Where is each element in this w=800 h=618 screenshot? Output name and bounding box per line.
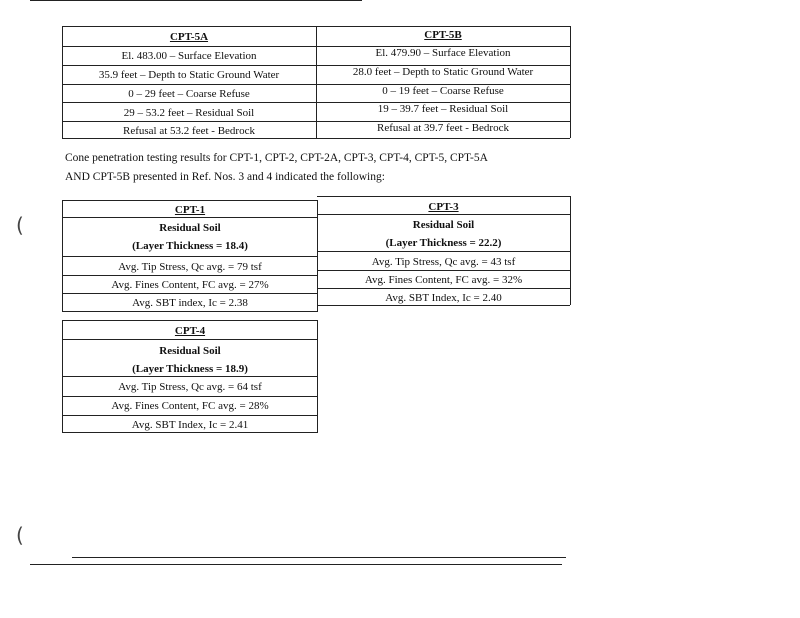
paragraph-line-2: AND CPT-5B presented in Ref. Nos. 3 and 4 indicated the following: <box>65 171 385 183</box>
cpt-5b-row: Refusal at 39.7 feet - Bedrock <box>377 122 509 134</box>
cpt-3-fines: Avg. Fines Content, FC avg. = 32% <box>364 274 523 286</box>
table-border <box>317 214 570 215</box>
cpt-1-fines: Avg. Fines Content, FC avg. = 27% <box>111 279 269 291</box>
cpt-4-sbt: Avg. SBT Index, Ic = 2.41 <box>131 419 249 431</box>
table-border <box>62 320 318 321</box>
punch-hole-mark: ( <box>16 213 24 237</box>
cpt-5b-row: El. 479.90 – Surface Elevation <box>375 47 511 59</box>
cpt-5a-row: 35.9 feet – Depth to Static Ground Water <box>98 69 280 81</box>
table-border <box>317 288 570 289</box>
cpt-3-header: CPT-3 <box>428 201 459 213</box>
cpt-4-fines: Avg. Fines Content, FC avg. = 28% <box>111 400 269 412</box>
table-border <box>62 275 318 276</box>
table-border <box>62 376 318 377</box>
table-border <box>62 415 318 416</box>
cpt-5a-row: El. 483.00 – Surface Elevation <box>121 50 257 62</box>
bottom-rule <box>30 564 562 565</box>
cpt-5a-row: 0 – 29 feet – Coarse Refuse <box>128 88 250 100</box>
cpt-4-soil: Residual Soil <box>159 345 221 357</box>
cpt-4-header: CPT-4 <box>174 325 206 337</box>
cpt-4-tip-stress: Avg. Tip Stress, Qc avg. = 64 tsf <box>118 381 262 393</box>
paragraph-line-1: Cone penetration testing results for CPT-1, CPT-2, CPT-2A, CPT-3, CPT-4, CPT-5, CPT-5A <box>65 152 488 164</box>
cpt-5a-row: Refusal at 53.2 feet - Bedrock <box>123 125 255 137</box>
cpt-5a-header: CPT-5A <box>169 31 209 43</box>
table-border <box>62 200 318 201</box>
table-border <box>62 217 318 218</box>
cpt-1-soil: Residual Soil <box>159 222 221 234</box>
cpt-3-soil: Residual Soil <box>412 219 475 231</box>
top-rule <box>30 0 362 1</box>
cpt-5b-row: 28.0 feet – Depth to Static Ground Water <box>352 66 534 78</box>
cpt-5b-row: 19 – 39.7 feet – Residual Soil <box>377 103 509 115</box>
table-border <box>570 26 571 138</box>
table-border <box>62 256 318 257</box>
cpt-3-tip-stress: Avg. Tip Stress, Qc avg. = 43 tsf <box>371 256 516 268</box>
table-border <box>62 432 318 433</box>
table-border <box>317 305 570 306</box>
punch-hole-mark: ( <box>16 523 24 547</box>
table-border <box>62 396 318 397</box>
table-border <box>317 251 570 252</box>
table-border <box>62 293 318 294</box>
cpt-1-thickness: (Layer Thickness = 18.4) <box>132 240 248 252</box>
cpt-5a-row: 29 – 53.2 feet – Residual Soil <box>123 107 255 119</box>
table-border <box>570 196 571 305</box>
cpt-4-thickness: (Layer Thickness = 18.9) <box>132 363 248 375</box>
table-border <box>62 339 318 340</box>
table-border <box>62 311 318 312</box>
cpt-1-tip-stress: Avg. Tip Stress, Qc avg. = 79 tsf <box>118 261 262 273</box>
cpt-3-sbt: Avg. SBT Index, Ic = 2.40 <box>385 292 502 304</box>
cpt-5b-header: CPT-5B <box>424 29 462 41</box>
table-border <box>317 270 570 271</box>
cpt-1-sbt: Avg. SBT index, Ic = 2.38 <box>132 297 248 309</box>
cpt-5b-row: 0 – 19 feet – Coarse Refuse <box>382 85 504 97</box>
cpt-3-thickness: (Layer Thickness = 22.2) <box>385 237 502 249</box>
cpt-1-header: CPT-1 <box>174 204 206 216</box>
bottom-rule <box>72 557 566 558</box>
table-border <box>62 138 570 139</box>
table-border <box>317 196 570 197</box>
